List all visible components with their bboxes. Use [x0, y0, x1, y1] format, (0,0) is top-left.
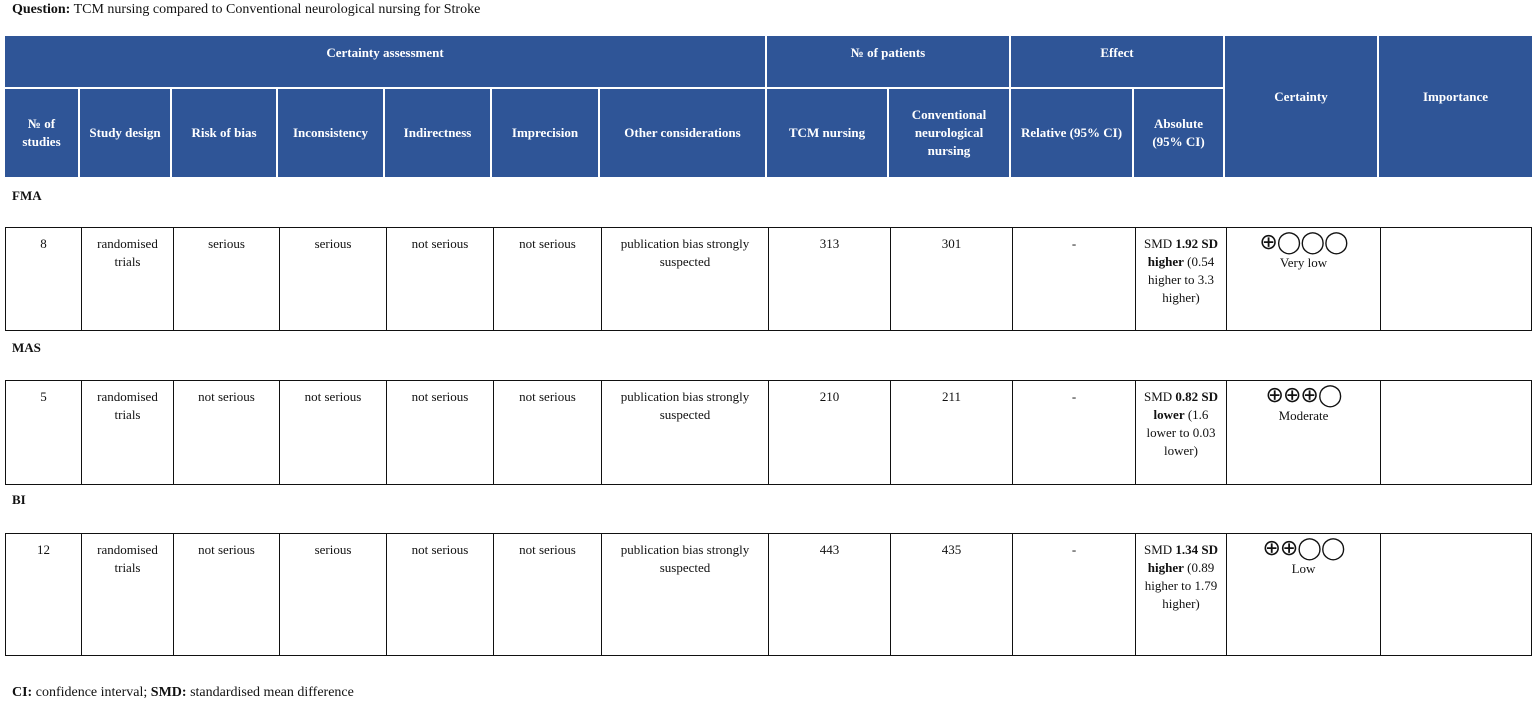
column-header: Indirectness — [385, 89, 490, 177]
table-row — [5, 380, 1532, 485]
question-text: TCM nursing compared to Conventional neurological nursing for Stroke — [70, 2, 481, 17]
table-row — [5, 533, 1532, 656]
header-n-patients: № of patients — [767, 36, 1009, 87]
ci-text: confidence interval; — [32, 685, 151, 700]
column-header: Absolute (95% CI) — [1134, 89, 1223, 177]
cell-relative: - — [1012, 228, 1135, 330]
cell-design: randomised trials — [81, 534, 173, 655]
column-header: Other considerations — [600, 89, 765, 177]
cell-conventional: 301 — [890, 228, 1012, 330]
cell-studies: 8 — [40, 236, 47, 251]
smd-text: standardised mean difference — [186, 685, 354, 700]
cell-tcm: 443 — [768, 534, 890, 655]
cell-absolute — [1135, 228, 1226, 330]
cell-risk: not serious — [173, 381, 279, 484]
cell-other: publication bias strongly suspected — [601, 228, 768, 330]
cell-inconsistency: not serious — [279, 381, 386, 484]
cell-studies: 12 — [37, 542, 50, 557]
column-header: Relative (95% CI) — [1011, 89, 1132, 177]
section-label: BI — [12, 492, 26, 507]
ci-label: CI: — [12, 685, 33, 700]
certainty-label: Low — [1291, 561, 1316, 576]
column-header: Imprecision — [492, 89, 598, 177]
cell-design: randomised trials — [81, 228, 173, 330]
certainty-rating-icon: ⊕⊕◯◯ — [1262, 535, 1345, 560]
cell-inconsistency: serious — [279, 228, 386, 330]
section-label: MAS — [12, 340, 41, 355]
cell-importance — [1380, 381, 1535, 484]
cell-tcm: 210 — [768, 381, 890, 484]
section-label: FMA — [12, 188, 42, 203]
certainty-rating-icon: ⊕⊕⊕◯ — [1265, 382, 1342, 407]
cell-imprecision: not serious — [493, 228, 601, 330]
header-importance: Importance — [1379, 36, 1532, 177]
abs-ci: (1.6 lower to 0.03 lower) — [1146, 407, 1216, 458]
abs-ci: (0.54 higher to 3.3 higher) — [1147, 254, 1215, 305]
abs-estimate: 0.82 SD lower — [1153, 389, 1219, 422]
cell-inconsistency: serious — [279, 534, 386, 655]
column-header: Study design — [80, 89, 170, 177]
abs-estimate: 1.92 SD higher — [1147, 236, 1219, 269]
cell-tcm: 313 — [768, 228, 890, 330]
cell-indirectness: not serious — [386, 534, 493, 655]
smd-label: SMD: — [150, 685, 187, 700]
abs-prefix: SMD — [1143, 236, 1176, 251]
question — [12, 2, 480, 18]
cell-certainty — [1226, 381, 1380, 484]
cell-risk: not serious — [173, 534, 279, 655]
cell-studies: 5 — [40, 389, 47, 404]
certainty-rating-icon: ⊕◯◯◯ — [1259, 229, 1348, 254]
cell-design: randomised trials — [81, 381, 173, 484]
cell-other: publication bias strongly suspected — [601, 534, 768, 655]
cell-absolute — [1135, 534, 1226, 655]
column-header: Conventional neurological nursing — [889, 89, 1009, 177]
table-row — [5, 227, 1532, 331]
abs-prefix: SMD — [1143, 542, 1176, 557]
column-header: № of studies — [5, 89, 78, 177]
abs-estimate: 1.34 SD higher — [1147, 542, 1219, 575]
cell-risk: serious — [173, 228, 279, 330]
cell-indirectness: not serious — [386, 228, 493, 330]
question-label: Question: — [12, 2, 71, 17]
certainty-label: Moderate — [1278, 408, 1329, 423]
cell-conventional: 435 — [890, 534, 1012, 655]
cell-importance — [1380, 534, 1535, 655]
header-certainty-assessment: Certainty assessment — [5, 36, 765, 87]
cell-certainty — [1226, 228, 1380, 330]
cell-indirectness: not serious — [386, 381, 493, 484]
cell-imprecision: not serious — [493, 381, 601, 484]
cell-importance — [1380, 228, 1535, 330]
header-certainty: Certainty — [1225, 36, 1377, 177]
footnote — [12, 685, 354, 701]
column-header: TCM nursing — [767, 89, 887, 177]
cell-absolute — [1135, 381, 1226, 484]
cell-relative: - — [1012, 534, 1135, 655]
cell-certainty — [1226, 534, 1380, 655]
abs-prefix: SMD — [1143, 389, 1176, 404]
column-header: Risk of bias — [172, 89, 276, 177]
column-header: Inconsistency — [278, 89, 383, 177]
cell-imprecision: not serious — [493, 534, 601, 655]
certainty-label: Very low — [1279, 255, 1328, 270]
cell-conventional: 211 — [890, 381, 1012, 484]
cell-relative: - — [1012, 381, 1135, 484]
abs-ci: (0.89 higher to 1.79 higher) — [1144, 560, 1218, 611]
cell-other: publication bias strongly suspected — [601, 381, 768, 484]
header-effect: Effect — [1011, 36, 1223, 87]
